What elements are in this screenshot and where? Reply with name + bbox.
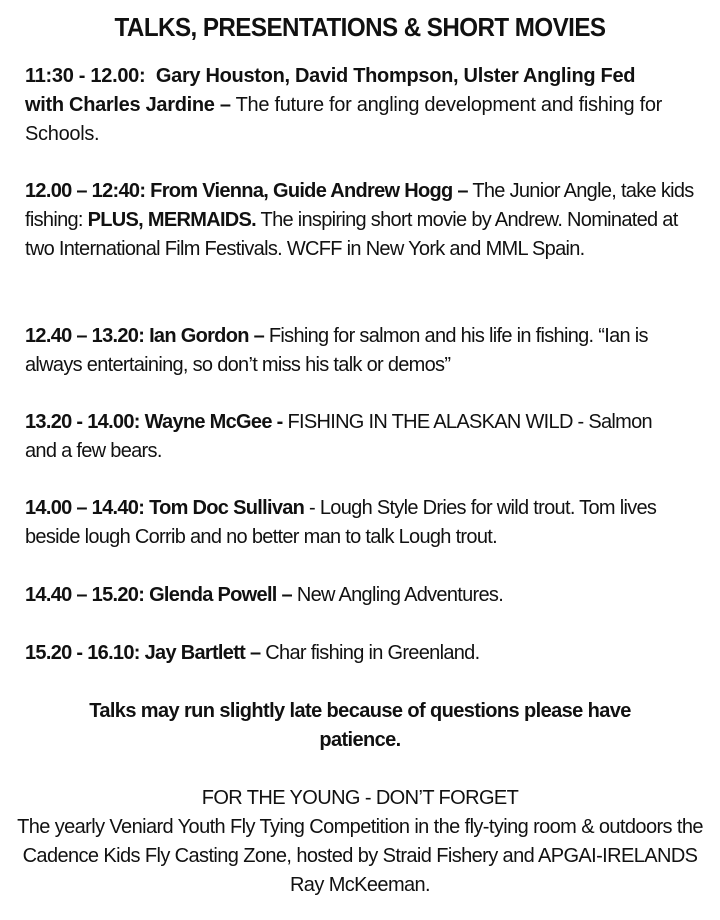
entry-description: Fishing for salmon and his life in fishing. “Ian is always entertaining, so don’t miss his talk or demos” [25, 325, 648, 376]
entry-speaker: From Vienna, Guide Andrew Hogg [150, 180, 453, 202]
entry-speaker: Tom Doc Sullivan [149, 497, 305, 519]
schedule-entry-7 [25, 639, 705, 668]
schedule-entry-2 [25, 177, 705, 264]
entry-time: 12.00 – 12:40: [25, 180, 146, 202]
notice-message: Talks may run slightly late because of questions please have patience. [89, 700, 631, 751]
entry-description: Char fishing in Greenland. [265, 642, 480, 664]
entry-description: The future for angling development and fishing for Schools. [25, 94, 663, 145]
entry-description: Lough Style Dries for wild trout. Tom lives beside lough Corrib and no better man to talk Lough trout. [25, 497, 657, 548]
schedule-entry-6 [25, 581, 705, 610]
entry-separator: - [309, 497, 316, 519]
entry-description-continued: The inspiring short movie by Andrew. Nominated at two International Film Festivals. WCFF in New York and MML Spain. [25, 209, 678, 260]
entry-speaker: Ian Gordon [149, 325, 249, 347]
entry-separator: – [253, 325, 265, 347]
schedule-entry-1 [25, 62, 675, 149]
page-title: TALKS, PRESENTATIONS & SHORT MOVIES [114, 12, 606, 42]
entry-time: 14.40 – 15.20: [25, 584, 145, 606]
entry-description: FISHING IN THE ALASKAN WILD - Salmon and a few bears. [25, 411, 652, 462]
entry-description: The Junior Angle, take kids fishing: [25, 180, 694, 231]
entry-separator: – [250, 642, 261, 664]
entry-separator: – [281, 584, 292, 606]
entry-time: 12.40 – 13.20: [25, 325, 145, 347]
entry-time: 11:30 - 12.00: [25, 65, 146, 87]
entry-time: 13.20 - 14.00: [25, 411, 140, 433]
schedule-entry-4 [25, 408, 665, 466]
entry-speaker: Jay Bartlett [144, 642, 246, 664]
entry-speaker: Wayne McGee [144, 411, 272, 433]
young-section [0, 784, 720, 900]
entry-speaker: Gary Houston, David Thompson, Ulster Angling Fed with Charles Jardine [25, 65, 636, 116]
notice-text [0, 697, 720, 755]
entry-time: 14.00 – 14.40: [25, 497, 145, 519]
entry-description: New Angling Adventures. [296, 584, 504, 606]
entry-speaker: Glenda Powell [149, 584, 277, 606]
entry-highlight: PLUS, MERMAIDS. [87, 209, 257, 231]
entry-separator: – [219, 94, 231, 116]
entry-separator: – [457, 180, 468, 202]
young-text: The yearly Veniard Youth Fly Tying Competition in the fly-tying room & outdoors the Cadence Kids Fly Casting Zone, hosted by Straid Fishery and APGAI-IRELANDS Ray McKeeman. [17, 816, 703, 896]
entry-separator: - [276, 411, 283, 433]
schedule-entry-5 [25, 494, 705, 552]
entry-time: 15.20 - 16.10: [25, 642, 140, 664]
schedule-entry-3 [25, 322, 705, 380]
young-heading: FOR THE YOUNG - DON’T FORGET [201, 787, 519, 809]
